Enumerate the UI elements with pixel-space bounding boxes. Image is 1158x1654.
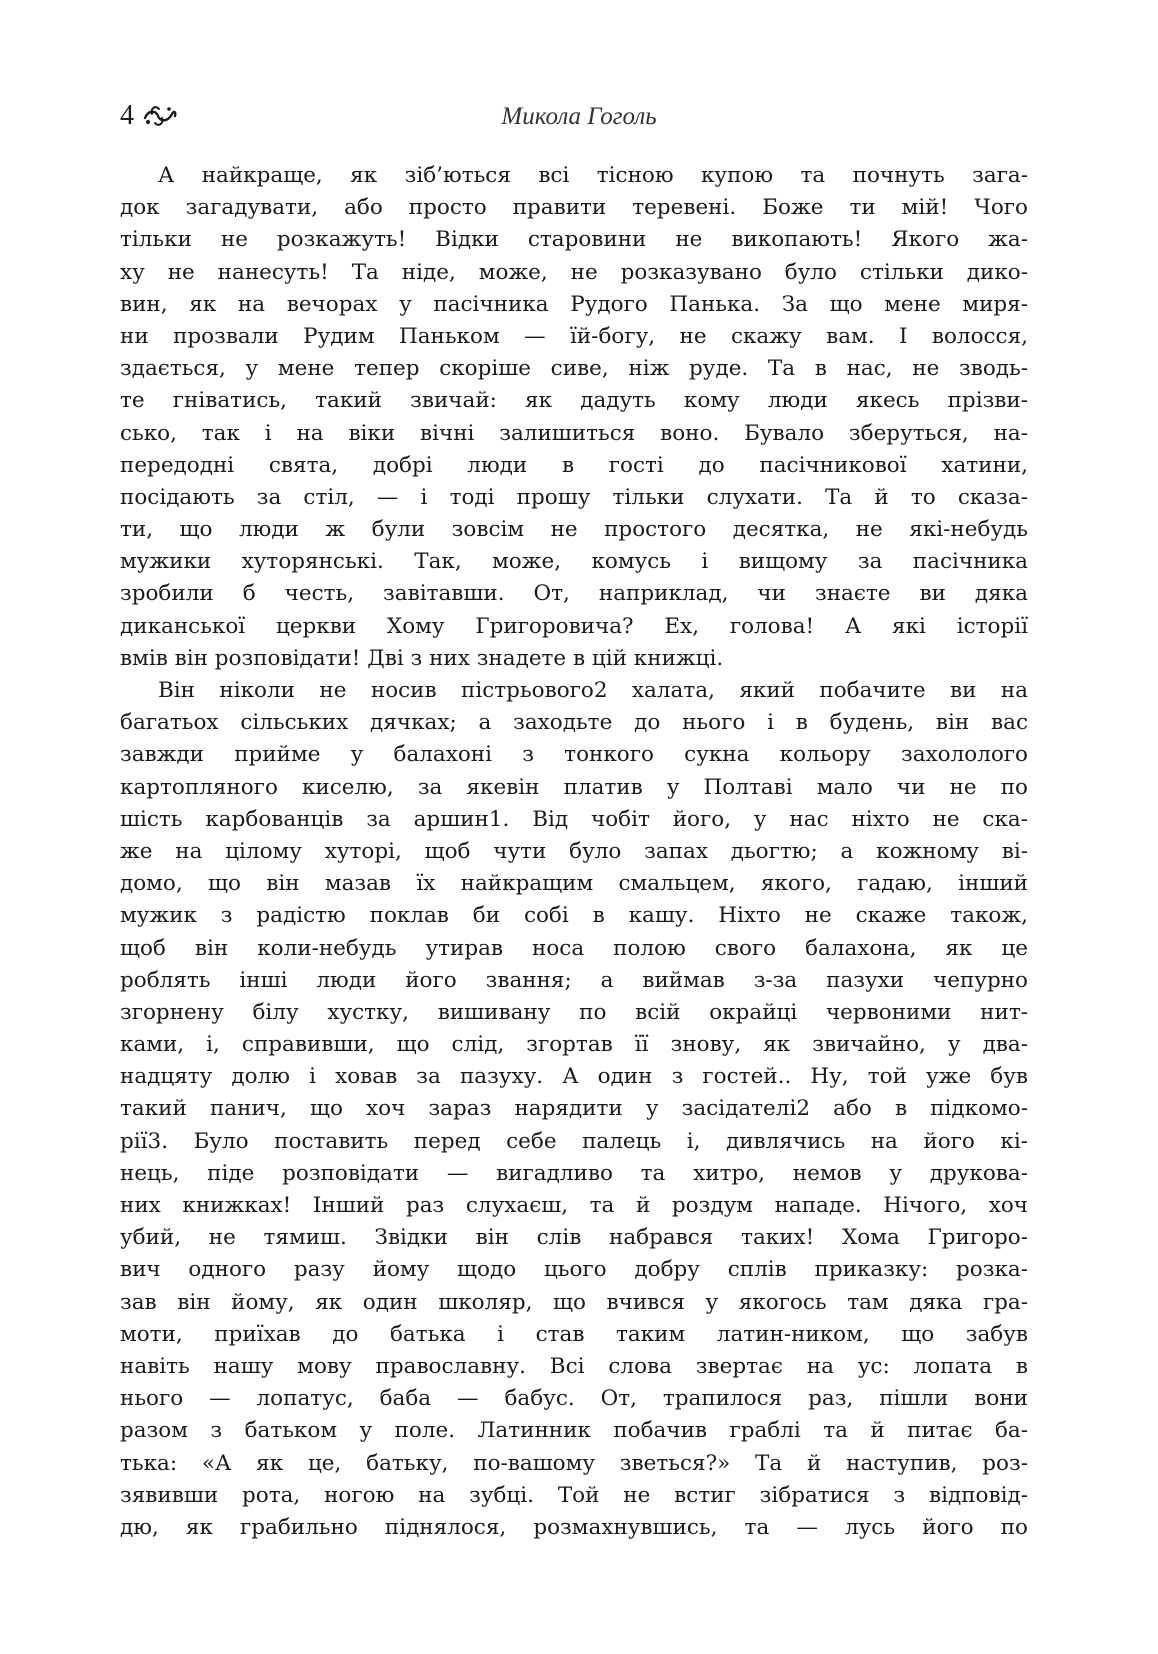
text-line: надцяту долю і ховав за пазуху. А один з гостей.. Ну, той уже був xyxy=(120,1064,1028,1090)
page-number: 4 xyxy=(120,100,134,131)
text-line: убий, не тямиш. Звідки він слів набрався таких! Хома Григоро- xyxy=(120,1225,1028,1251)
text-line: вин, як на вечорах у пасічника Рудого Панька. За що мене миря- xyxy=(120,291,1028,317)
text-line: вмів він розповідати! Дві з них знадете в цій книжці. xyxy=(120,645,724,671)
text-line: тька: «А як це, батьку, по-вашому зветься?» Та й наступив, роз- xyxy=(120,1450,1028,1476)
paragraph-2 xyxy=(120,675,1028,1544)
body-text xyxy=(120,160,1028,1544)
text-line: картопляного киселю, за якевін платив у Полтаві мало чи не по xyxy=(120,774,1028,800)
text-line: мужики хуторянські. Так, може, комусь і вищому за пасічника xyxy=(120,549,1028,575)
text-line: тільки не розкажуть! Відки старовини не викопають! Якого жа- xyxy=(120,227,1028,253)
text-line: них книжках! Інший раз слухаєш, та й роздум нападе. Нічого, хоч xyxy=(120,1193,1028,1218)
text-line: ху не нанесуть! Та ніде, може, не розказувано було стільки дико- xyxy=(120,259,1028,285)
text-line: дю, як грабильно піднялося, розмахнувшись, та — лусь його по xyxy=(120,1514,1028,1540)
text-line: ти, що люди ж були зовсім не простого десятка, не які-небудь xyxy=(120,517,1028,543)
text-line: домо, що він мазав їх найкращим смальцем, якого, гадаю, інший xyxy=(120,871,1028,897)
text-line: рії3. Було поставить перед себе палець і, дивлячись на його кі- xyxy=(120,1128,1028,1154)
text-line: А найкраще, як зіб’ються всі тісною купою та почнуть зага- xyxy=(158,163,1028,188)
text-line: навіть нашу мову православну. Всі слова звертає на ус: лопата в xyxy=(120,1353,1028,1379)
text-line: ками, і, справивши, що слід, згортав її знову, як звичайно, у два- xyxy=(120,1032,1028,1058)
text-line: багатьох сільських дячках; а заходьте до нього і в будень, він вас xyxy=(120,710,1028,736)
text-line: моти, приїхав до батька і став таким латин-ником, що забув xyxy=(120,1321,1028,1347)
paragraph-1 xyxy=(120,160,1028,675)
text-line: шість карбованців за аршин1. Від чобіт його, у нас ніхто не ска- xyxy=(120,806,1028,832)
text-line: ни прозвали Рудим Паньком — їй-богу, не скажу вам. І волосся, xyxy=(120,323,1028,349)
text-line: роблять інші люди його звання; а виймав з-за пазухи чепурно xyxy=(120,967,1028,993)
text-line: щоб він коли-небудь утирав носа полою свого балахона, як це xyxy=(120,935,1028,961)
text-line: здається, у мене тепер скоріше сиве, ніж руде. Та в нас, не зводь- xyxy=(120,356,1028,382)
text-line: зявивши рота, ногою на зубці. Той не встиг зібратися з відповід- xyxy=(120,1482,1028,1508)
text-line: передодні свята, добрі люди в гості до пасічникової хатини, xyxy=(120,452,1028,478)
text-line: нець, піде розповідати — вигадливо та хитро, немов у друкова- xyxy=(120,1160,1028,1186)
page-header xyxy=(120,98,1038,142)
text-line: диканської церкви Хому Григоровича? Ех, голова! А які історії xyxy=(120,613,1028,639)
text-line: Він ніколи не носив пістрьового2 халата, який побачите ви на xyxy=(158,678,1028,703)
text-line: нього — лопатус, баба — бабус. От, трапилося раз, пішли вони xyxy=(120,1386,1028,1412)
text-line: згорнену білу хустку, вишивану по всій окрайці червоними нит- xyxy=(120,999,1028,1025)
text-line: завжди прийме у балахоні з тонкого сукна кольору захололого xyxy=(120,742,1028,768)
text-line: сько, так і на віки вічні залишиться воно. Бувало зберуться, на- xyxy=(120,420,1028,446)
text-line: разом з батьком у поле. Латинник побачив граблі та й питає ба- xyxy=(120,1418,1028,1444)
text-line: вич одного разу йому щодо цього добру сплів приказку: розка- xyxy=(120,1257,1028,1283)
text-line: зробили б честь, завітавши. От, наприклад, чи знаєте ви дяка xyxy=(120,581,1028,607)
text-line: мужик з радістю поклав би собі в кашу. Ніхто не скаже також, xyxy=(120,903,1028,929)
text-line: такий панич, що хоч зараз нарядити у засідателі2 або в підкомо- xyxy=(120,1096,1028,1122)
text-line: зав він йому, як один школяр, що вчився у якогось там дяка гра- xyxy=(120,1289,1028,1315)
text-line: док загадувати, або просто правити теревені. Боже ти мій! Чого xyxy=(120,195,1028,221)
running-title: Микола Гоголь xyxy=(501,103,657,130)
text-line: посідають за стіл, — і тоді прошу тільки слухати. Та й то сказа- xyxy=(120,484,1028,510)
text-line: же на цілому хуторі, щоб чути було запах дьогтю; а кожному ві- xyxy=(120,838,1028,864)
text-line: те гніватись, такий звичай: як дадуть кому люди якесь прізви- xyxy=(120,388,1028,414)
